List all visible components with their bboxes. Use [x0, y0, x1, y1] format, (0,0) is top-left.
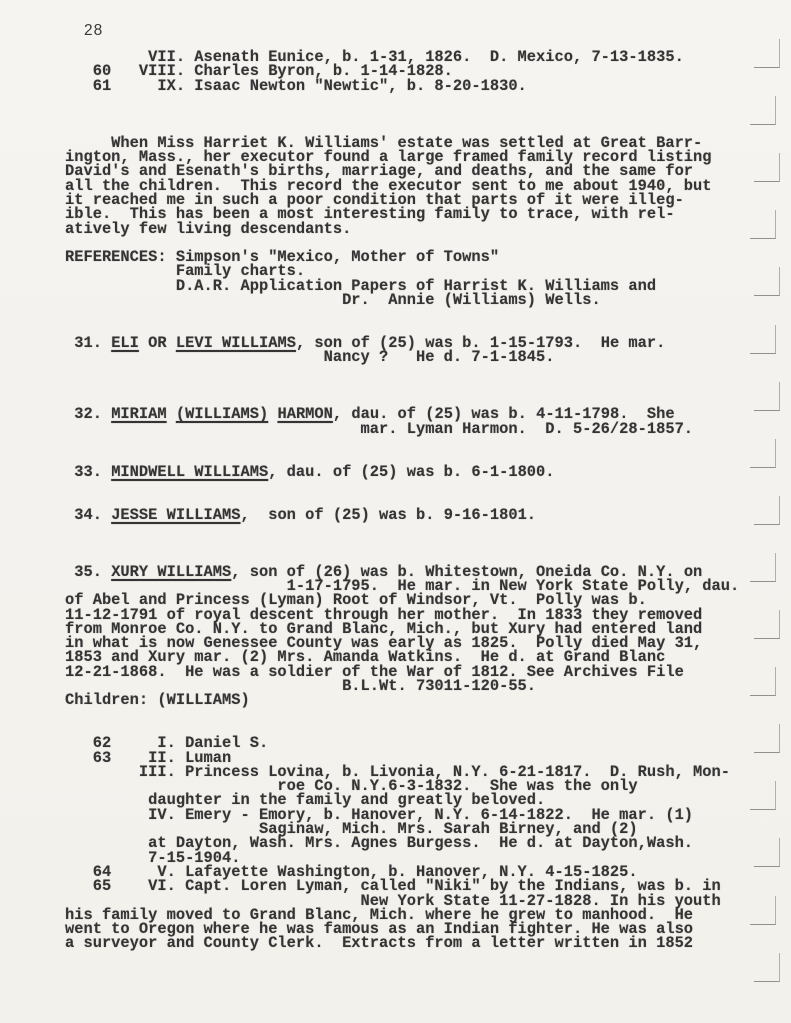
binding-mark — [754, 153, 780, 182]
page-number: 28 — [84, 22, 104, 39]
binding-mark — [750, 781, 776, 810]
underlined-name: XURY WILLIAMS — [111, 562, 232, 581]
underlined-name: LEVI WILLIAMS — [175, 333, 296, 352]
underlined-name: MINDWELL WILLIAMS — [111, 462, 269, 481]
binding-mark — [750, 553, 776, 582]
underlined-name: MIRIAM — [111, 405, 167, 424]
underlined-name: JESSE WILLIAMS — [111, 505, 241, 524]
binding-mark — [754, 39, 780, 68]
binding-mark — [754, 267, 780, 296]
binding-mark — [754, 610, 780, 639]
typewritten-text: VII. Asenath Eunice, b. 1-31, 1826. D. Mexico, 7-13-1835. 60 VIII. Charles Byron, b. 1-14-1828. 61 IX. Isaac Newton "Newtic", b. 8-20-1830. When Miss Harriet K. Williams' estate was settled at Great Barr- ington, Mass., her executor found a large framed family record listing David's and Esenath's births, marriage, and deaths, and the same for all the children. This record the executor sent to me about 1940, but it reached me in such a poor condition that parts of it were illeg- ible. This has been a most interesting family to trace, with rel- atively few living descendants. REFERENCES: Simpson's "Mexico, Mother of Towns" Family charts. D.A.R. Application Papers of Harrist K. Williams and Dr. Annie (Williams) Wells. 31. ELI OR LEVI WILLIAMS, son of (25) was b. 1-15-1793. He mar. Nancy ? He d. 7-1-1845. 32. MIRIAM (WILLIAMS) HARMON, dau. of (25) was b. 4-11-1798. She mar. Lyman Harmon. D. 5-26/28-1857. 33. MINDWELL WILLIAMS, dau. of (25) was b. 6-1-1800. 34. JESSE WILLIAMS, son of (25) was b. 9-16-1801. 35. XURY WILLIAMS, son of (26) was b. Whitestown, Oneida Co. N.Y. on 1-17-1795. He mar. in New York State Polly, dau. of Abel and Princess (Lyman) Root of Windsor, Vt. Polly was b. 11-12-1791 of royal descent through her mother. In 1833 they removed from Monroe Co. N.Y. to Grand Blanc, Mich., but Xury had entered land in what is now Genessee County was early as 1825. Polly died May 31, 1853 and Xury mar. (2) Mrs. Amanda Watkins. He d. at Grand Blanc 12-21-1868. He was a soldier of the War of 1812. See Archives File B.L.Wt. 73011-120-55. Children: (WILLIAMS) 62 I. Daniel S. 63 II. Luman III. Princess Lovina, b. Livonia, N.Y. 6-21-1817. D. Rush, Mon- roe Co. N.Y.6-3-1832. She was the only daughter in the family and greatly beloved. IV. Emery - Emory, b. Hanover, N.Y. 6-14-1822. He mar. (1) Saginaw, Mich. Mrs. Sarah Birney, and (2) at Dayton, Wash. Mrs. Agnes Burgess. He d. at Dayton,Wash. 7-15-1904. 64 V. Lafayette Washington, b. Hanover, N.Y. 4-15-1825. 65 VI. Capt. Loren Lyman, called "Niki" by the Indians, was b. in New York State 11-27-1828. In his youth his family moved to Grand Blanc, Mich. where he grew to manhood. He went to Oregon where he was famous as an Indian fighter. He was also a surveyor and County Clerk. Extracts from a letter written in 1852 — [65, 48, 740, 953]
binding-mark — [750, 96, 776, 125]
binding-mark — [750, 896, 776, 925]
binding-mark — [754, 838, 780, 867]
binding-mark — [754, 953, 780, 982]
binding-mark — [750, 439, 776, 468]
binding-mark — [754, 496, 780, 525]
binding-mark — [750, 667, 776, 696]
underlined-name: (WILLIAMS) — [175, 405, 269, 424]
underlined-name: HARMON — [277, 405, 333, 424]
binding-mark — [750, 210, 776, 239]
binding-mark — [754, 724, 780, 753]
binding-mark — [750, 325, 776, 354]
underlined-name: ELI — [111, 333, 139, 352]
binding-mark — [754, 382, 780, 411]
